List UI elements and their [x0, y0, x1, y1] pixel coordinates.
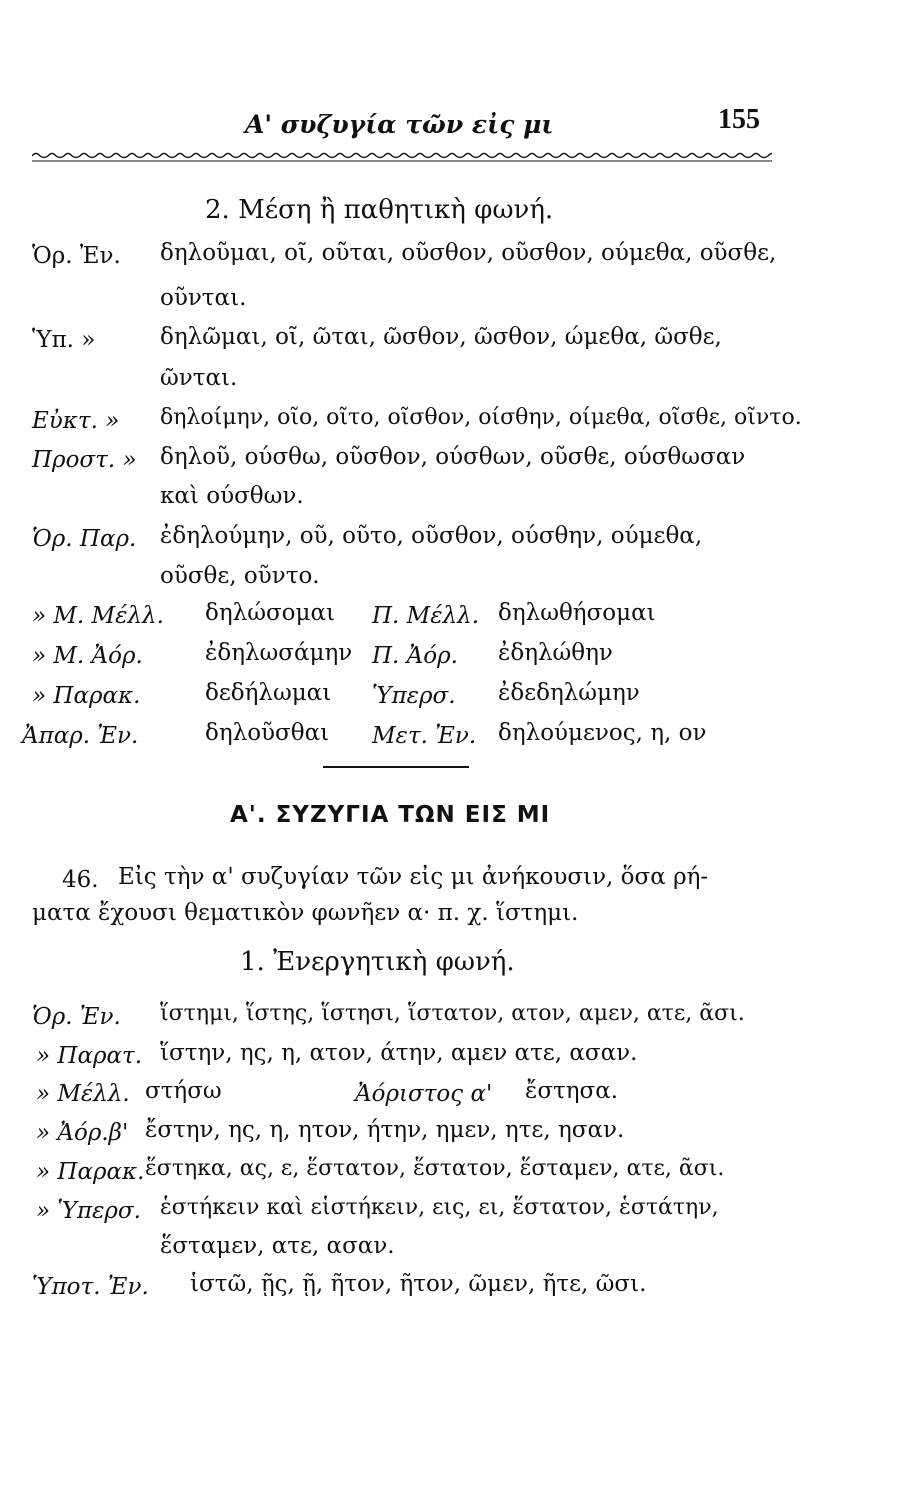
- paragraph-number: 46.: [62, 867, 99, 893]
- row-text: ἕστηκα, ας, ε, ἕστατον, ἕστατον, ἕσταμεν, ατε, ᾶσι.: [145, 1156, 725, 1181]
- tense-label: Π. Μέλλ.: [372, 603, 480, 629]
- row-label: Ἀόριστος α': [355, 1081, 493, 1107]
- row-text: δηλοίμην, οῖο, οῖτο, οῖσθον, οίσθην, οίμεθα, οῖσθε, οῖντο.: [160, 405, 802, 430]
- row-text: στήσω: [145, 1078, 222, 1104]
- tense-form: ἐδεδηλώμην: [498, 680, 640, 706]
- paragraph-line: Εἰς τὴν α' συζυγίαν τῶν εἰς μι ἀνήκουσιν, ὅσα ρή-: [118, 864, 709, 890]
- row-label: » Μέλλ.: [36, 1081, 130, 1107]
- tense-form: ἐδηλώθην: [498, 640, 613, 666]
- row-label: Ὑπ. »: [32, 327, 96, 353]
- row-text: καὶ ούσθων.: [160, 483, 304, 509]
- row-text: οῦσθε, οῦντο.: [160, 563, 320, 589]
- tense-form: δηλούμενος, η, ον: [498, 720, 707, 746]
- row-text: ἱστῶ, ῇς, ῇ, ῆτον, ῆτον, ῶμεν, ῆτε, ῶσι.: [190, 1271, 647, 1297]
- row-text: δηλοῦ, ούσθω, οῦσθον, ούσθων, οῦσθε, ούσθωσαν: [160, 444, 746, 470]
- row-label: Ὁρ. Ἐν.: [32, 1004, 121, 1030]
- tense-form: δηλοῦσθαι: [205, 720, 330, 746]
- section-divider: [323, 766, 469, 768]
- row-label: » Ἀόρ.β': [36, 1120, 129, 1146]
- subsection-heading-active-voice: 1. Ἐνεργητικὴ φωνή.: [240, 947, 515, 977]
- tense-label: Ὑπερσ.: [372, 683, 456, 709]
- row-text: δηλοῦμαι, οῖ, οῦται, οῦσθον, οῦσθον, ούμεθα, οῦσθε,: [160, 240, 777, 266]
- row-text: οῦνται.: [160, 285, 247, 311]
- row-text: ἑστήκειν καὶ εἱστήκειν, εις, ει, ἕστατον, ἑστάτην,: [160, 1195, 719, 1220]
- section-heading-first-conjugation: Α'. ΣΥΖΥΓΙΑ ΤΩΝ ΕΙΣ ΜΙ: [230, 802, 551, 828]
- row-label: » Παρακ.: [36, 1159, 145, 1185]
- page-number: 155: [718, 104, 760, 135]
- row-text: ἐδηλούμην, οῦ, οῦτο, οῦσθον, ούσθην, ούμεθα,: [160, 523, 703, 549]
- row-label: Εὐκτ. »: [32, 408, 120, 434]
- tense-label: » Παρακ.: [32, 683, 141, 709]
- tense-form: δηλωθήσομαι: [498, 600, 656, 626]
- tense-label: Π. Ἀόρ.: [372, 643, 458, 669]
- row-text: ἔστην, ης, η, ητον, ήτην, ημεν, ητε, ησαν.: [145, 1117, 625, 1143]
- row-label: Ὁρ. Παρ.: [32, 526, 137, 552]
- running-header-title: Α' συζυγία τῶν εἰς μι: [245, 110, 554, 139]
- row-text: δηλῶμαι, οῖ, ῶται, ῶσθον, ῶσθον, ώμεθα, ῶσθε,: [160, 324, 722, 350]
- section-heading-middle-voice: 2. Μέση ἢ παθητικὴ φωνή.: [205, 195, 554, 225]
- row-text: ῶνται.: [160, 365, 238, 391]
- row-label: » Παρατ.: [36, 1043, 143, 1069]
- row-text: ἔστησα.: [525, 1078, 619, 1104]
- row-label: Ὑποτ. Ἐν.: [32, 1274, 149, 1300]
- tense-form: ἐδηλωσάμην: [205, 640, 353, 666]
- row-label: Προστ. »: [32, 447, 137, 473]
- tense-label: Ἀπαρ. Ἐν.: [22, 723, 139, 749]
- paragraph-line: ματα ἔχουσι θεματικὸν φωνῆεν α· π. χ. ἵστημι.: [32, 900, 579, 926]
- tense-label: Μετ. Ἐν.: [372, 723, 477, 749]
- row-text: ἕσταμεν, ατε, ασαν.: [160, 1233, 395, 1259]
- tense-form: δεδήλωμαι: [205, 680, 332, 706]
- tense-label: » Μ. Ἀόρ.: [32, 643, 143, 669]
- wavy-header-rule: [32, 150, 772, 164]
- row-text: ἵστημι, ἵστης, ἵστησι, ἵστατον, ατον, αμεν, ατε, ᾶσι.: [160, 1001, 745, 1026]
- tense-form: δηλώσομαι: [205, 600, 336, 626]
- row-label: Ὁρ. Ἐν.: [32, 243, 121, 269]
- row-label: » Ὑπερσ.: [36, 1198, 141, 1224]
- row-text: ἵστην, ης, η, ατον, άτην, αμεν ατε, ασαν.: [160, 1040, 638, 1066]
- tense-label: » Μ. Μέλλ.: [32, 603, 164, 629]
